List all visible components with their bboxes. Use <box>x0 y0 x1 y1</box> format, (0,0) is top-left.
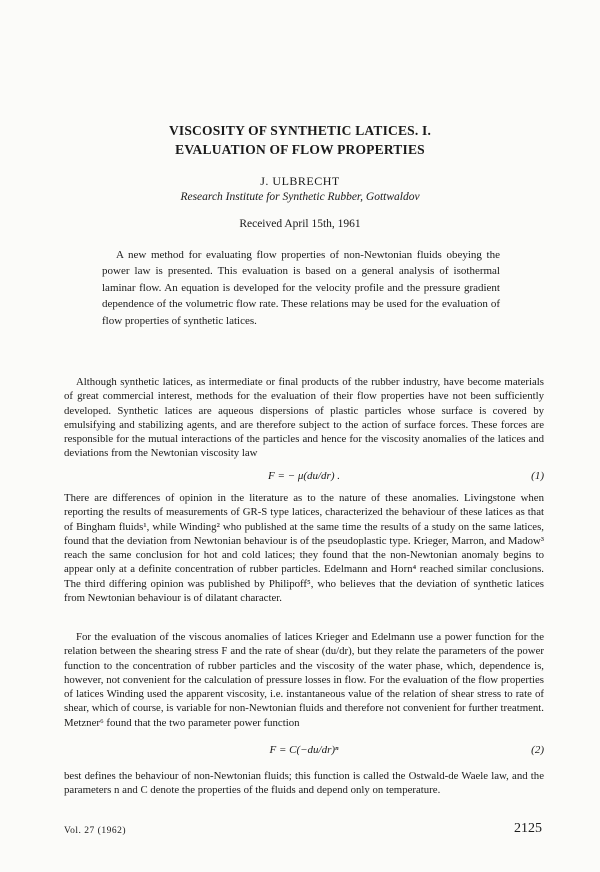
equation-2 <box>64 744 544 760</box>
equation-1-number: (1) <box>531 470 544 482</box>
equation-2-expression: F = C(−du/dr)ⁿ <box>269 744 339 756</box>
article-title <box>0 121 600 159</box>
equation-1-expression: F = − μ(du/dr) . <box>268 470 340 482</box>
body-paragraph-4: best defines the behaviour of non-Newtonian fluids; this function is called the Ostwald-de Waele law, and the parameters n and C denote the properties of the fluids and depend only on temperature. <box>64 770 544 797</box>
author-name: J. ULBRECHT <box>260 174 340 188</box>
body-paragraph-1: Although synthetic latices, as intermediate or final products of the rubber industry, have become materials of great commercial interest, methods for the evaluation of their flow properties have not been sufficiently developed. Synthetic latices are aqueous dispersions of plastic particles whose surface is covered by emulsifying and stabilizing agents, and are therefore subject to the action of surface forces. These forces are responsible for the mutual interactions of the particles and hence for the viscosity anomalies of the latices and deviations from the Newtonian viscosity law <box>64 376 544 460</box>
body-paragraph-2: There are differences of opinion in the literature as to the nature of these anomalies. Livingstone when reporting the results of measurements of GR-S type latices, characterized the behaviour of these latices as that of Bingham fluids¹, while Winding² who published at the same time the results of a study on the same latices, found that the deviation from Newtonian behaviour is of the pseudoplastic type. Krieger, Marron, and Madow³ reach the same conclusion for hot and cold latices; they found that the non-Newtonian anomaly begins to appear only at a definite concentration of rubber particles. Edelmann and Horn⁴ reached similar conclusions. The third differing opinion was published by Philipoff⁵, who believes that the deviation of synthetic latices from Newtonian behaviour is of dilatant character. <box>64 492 544 605</box>
abstract: A new method for evaluating flow properties of non-Newtonian fluids obeying the power law is presented. This evaluation is based on a general analysis of isothermal laminar flow. An equation is developed for the velocity profile and the pressure gradient dependence of the volumetric flow rate. These relations may be used for the evaluation of flow properties of synthetic latices. <box>102 249 500 327</box>
received-date: Received April 15th, 1961 <box>239 218 361 230</box>
body-paragraph-3: For the evaluation of the viscous anomalies of latices Krieger and Edelmann use a power function for the relation between the shearing stress F and the rate of shear (du/dr), but they relate the parameters of the power function to the concentration of rubber particles and the viscosity of the water phase, which, dependence is, however, not convenient for the calculation of pressure losses in flow. For the evaluation of the flow properties of latices Winding used the apparent viscosity, i.e. instantaneous value of the relation of shear stress to rate of shear, which of course, is variable for non-Newtonian fluids and therefore not convenient for further treatment. Metzner⁶ found that the two parameter power function <box>64 631 544 729</box>
page-number: 2125 <box>514 821 542 836</box>
journal-volume: Vol. 27 (1962) <box>64 826 126 836</box>
author-affiliation: Research Institute for Synthetic Rubber, Gottwaldov <box>180 191 420 203</box>
equation-1 <box>64 470 544 486</box>
title-line-2: EVALUATION OF FLOW PROPERTIES <box>175 142 425 157</box>
title-line-1: VISCOSITY OF SYNTHETIC LATICES. I. <box>168 123 432 138</box>
equation-2-number: (2) <box>531 744 544 756</box>
